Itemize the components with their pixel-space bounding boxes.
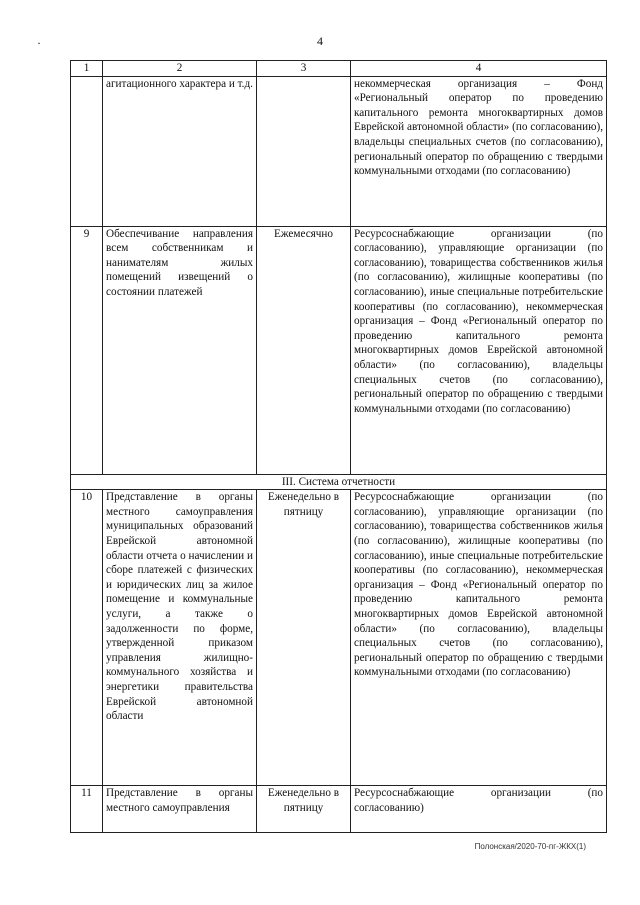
table-row-9 — [71, 226, 607, 474]
row-number-cell: 10 — [71, 490, 103, 786]
responsible-cell: некоммерческая организация – Фонд «Региональный оператор по проведению капитального ремонта многоквартирных домов Еврейской автономной области» (по согласованию), владельцы специальных счетов (по согласованию), региональный оператор по обращению с твердыми коммунальными отходами (по согласованию) — [351, 76, 607, 226]
page-number: 4 — [317, 34, 323, 48]
corner-mark: · — [37, 36, 41, 50]
row-number-cell — [71, 76, 103, 226]
header-col-3: 3 — [257, 61, 351, 77]
header-col-2: 2 — [103, 61, 257, 77]
header-col-4: 4 — [351, 61, 607, 77]
responsible-cell: Ресурсоснабжающие организации (по согласованию) — [351, 786, 607, 833]
table-row-continued — [71, 76, 607, 226]
row-number-cell: 11 — [71, 786, 103, 833]
measure-cell: Представление в органы местного самоуправления муниципальных образований Еврейской автономной области отчета о начислении и сборе платежей с физических и юридических лиц за жилое помещение и коммунальные услуги, а также о задолженности по форме, утвержденной приказом управления жилищно-коммунального хозяйства и энергетики правительства Еврейской автономной области — [103, 490, 257, 786]
document-footer-code: Полонская/2020-70-пг-ЖКХ(1) — [474, 842, 586, 851]
measure-cell: Обеспечивание направления всем собственникам и нанимателям жилых помещений извещений о состоянии платежей — [103, 226, 257, 474]
table-header-row — [71, 61, 607, 77]
responsible-cell: Ресурсоснабжающие организации (по согласованию), управляющие организации (по согласованию), товарищества собственников жилья (по согласованию), жилищные кооперативы (по согласованию), иные специальные потребительские кооперативы (по согласованию), некоммерческая организация – Фонд «Региональный оператор по проведению капитального ремонта многоквартирных домов Еврейской автономной области» (по согласованию), владельцы специальных счетов (по согласованию), региональный оператор по обращению с твердыми коммунальными отходами (по согласованию) — [351, 490, 607, 786]
row-number-cell: 9 — [71, 226, 103, 474]
plan-table — [70, 60, 607, 833]
measure-cell: агитационного характера и т.д. — [103, 76, 257, 226]
table-row-10 — [71, 490, 607, 786]
section-row — [71, 474, 607, 490]
table-row-11 — [71, 786, 607, 833]
deadline-cell — [257, 76, 351, 226]
section-title: III. Система отчетности — [71, 474, 607, 490]
deadline-cell: Еженедельно в пятницу — [257, 786, 351, 833]
header-col-1: 1 — [71, 61, 103, 77]
measure-cell: Представление в органы местного самоуправления — [103, 786, 257, 833]
responsible-cell: Ресурсоснабжающие организации (по согласованию), управляющие организации (по согласованию), товарищества собственников жилья (по согласованию), жилищные кооперативы (по согласованию), иные специальные потребительские кооперативы (по согласованию), некоммерческая организация – Фонд «Региональный оператор по проведению капитального ремонта многоквартирных домов Еврейской автономной области» (по согласованию), владельцы специальных счетов (по согласованию), региональный оператор по обращению с твердыми коммунальными отходами (по согласованию) — [351, 226, 607, 474]
deadline-cell: Ежемесячно — [257, 226, 351, 474]
deadline-cell: Еженедельно в пятницу — [257, 490, 351, 786]
